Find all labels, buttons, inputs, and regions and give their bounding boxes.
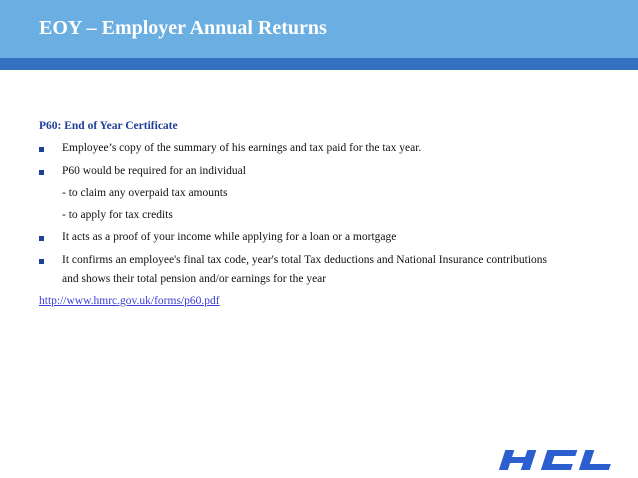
hcl-logo [498, 448, 626, 472]
bullet-4-continuation: and shows their total pension and/or earnings for the year [62, 273, 327, 285]
bullet-2-subitem-2: - to apply for tax credits [62, 209, 173, 221]
bullet-icon [39, 170, 44, 175]
slide-subtitle: P60: End of Year Certificate [39, 120, 178, 132]
bullet-1-text: Employee’s copy of the summary of his earnings and tax paid for the tax year. [62, 142, 422, 154]
bullet-icon [39, 147, 44, 152]
bullet-4-text: It confirms an employee's final tax code, year's total Tax deductions and National Insurance contributions [62, 254, 548, 266]
bullet-2-text: P60 would be required for an individual [62, 165, 246, 177]
bullet-3-text: It acts as a proof of your income while applying for a loan or a mortgage [62, 231, 397, 243]
bullet-icon [39, 259, 44, 264]
header-stripe [0, 58, 638, 70]
bullet-2-subitem-1: - to claim any overpaid tax amounts [62, 187, 228, 199]
p60-form-link[interactable]: http://www.hmrc.gov.uk/forms/p60.pdf [39, 295, 220, 307]
bullet-icon [39, 236, 44, 241]
slide-title: EOY – Employer Annual Returns [39, 17, 327, 39]
header-bar [0, 0, 638, 58]
